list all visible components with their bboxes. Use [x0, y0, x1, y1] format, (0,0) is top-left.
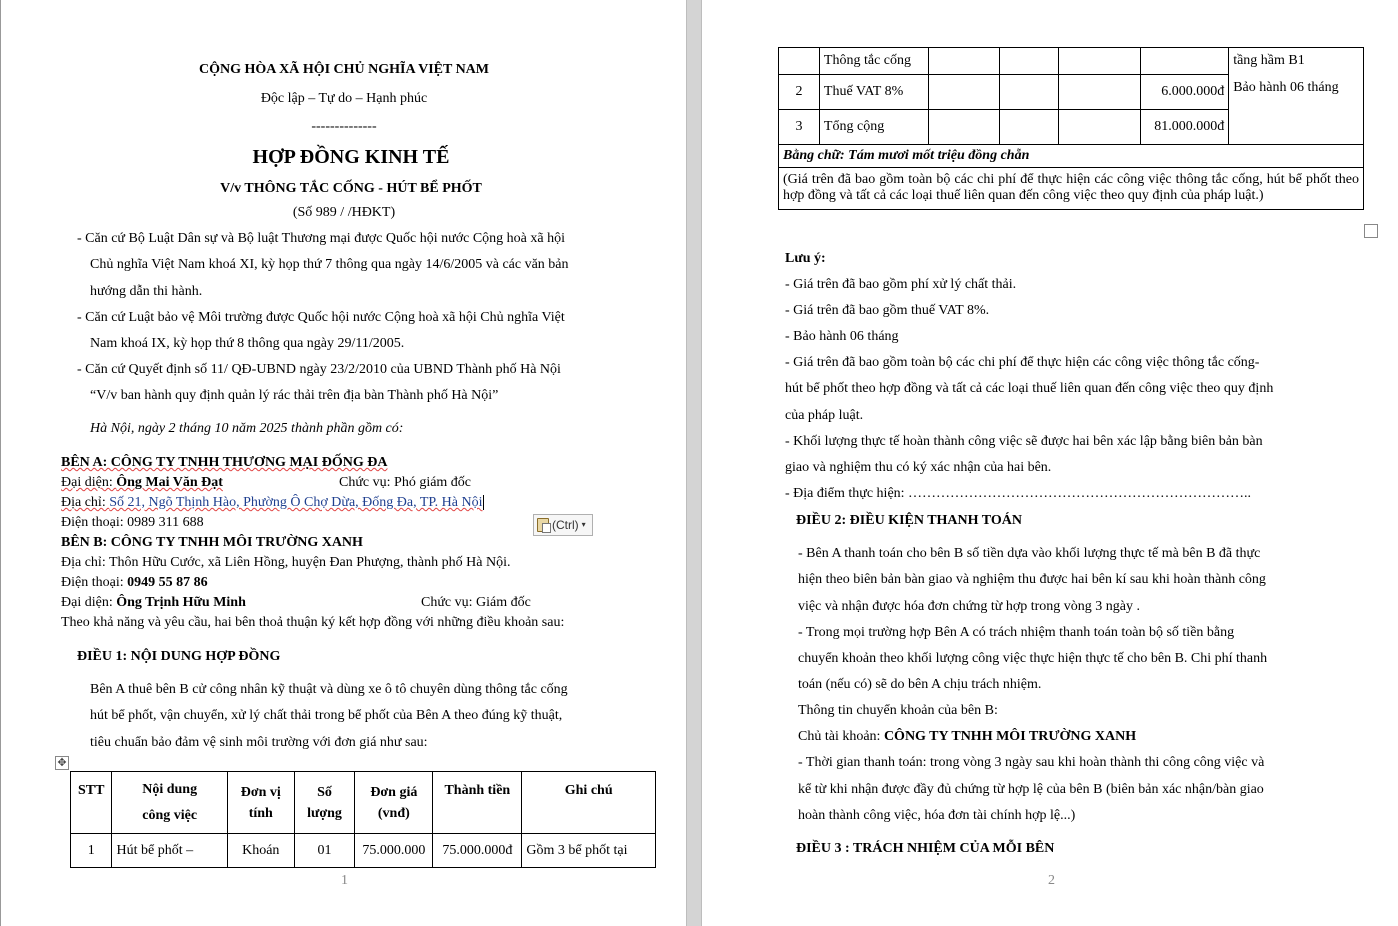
legal-basis-1-line-2: Chủ nghĩa Việt Nam khoá XI, kỳ họp thứ 7 thông qua ngày 14/6/2005 và các văn bản [90, 257, 569, 272]
amount-in-words: Bằng chữ: Tám mươi mốt triệu đồng chẵn [779, 145, 1364, 168]
note-line: - Khối lượng thực tế hoàn thành công việc sẽ được hai bên xác lập bằng biên bản bàn [785, 434, 1263, 449]
legal-basis-2-line-2: Nam khoá IX, kỳ họp thứ 8 thông qua ngày 29/11/2005. [90, 336, 405, 351]
table-cell [999, 75, 1059, 110]
note-line: - Bảo hành 06 tháng [785, 329, 899, 344]
article-2-line: - Trong mọi trường hợp Bên A có trách nhiệm thanh toán toàn bộ số tiền bằng [798, 625, 1235, 640]
table-header-cell: STT [71, 772, 112, 834]
party-b-phone: Điện thoại: 0949 55 87 86 [61, 575, 208, 590]
article-2-line: việc và nhận được hóa đơn chứng từ hợp trong vòng 3 ngày . [798, 599, 1141, 614]
article-2-line: Thông tin chuyển khoản của bên B: [798, 703, 998, 718]
article-2-title: ĐIỀU 2: ĐIỀU KIỆN THANH TOÁN [796, 513, 1022, 528]
table-header-cell: Số lượng [294, 772, 355, 834]
article-1-line-1: Bên A thuê bên B cử công nhân kỹ thuật và dùng xe ô tô chuyên dùng thông tắc cống [90, 682, 568, 697]
party-a-phone: Điện thoại: 0989 311 688 [61, 515, 204, 530]
table-cell: 3 [779, 110, 820, 145]
table-cell: 75.000.000 [355, 834, 433, 868]
document-page-1[interactable] [0, 0, 686, 926]
table-cell [928, 110, 999, 145]
article-1-line-3: tiêu chuẩn bảo đảm vệ sinh môi trường với đơn giá như sau: [90, 735, 428, 750]
chevron-down-icon: ▾ [581, 520, 586, 529]
legal-basis-3-line-1: - Căn cứ Quyết định số 11/ QĐ-UBND ngày 23/2/2010 của UBND Thành phố Hà Nội [77, 362, 561, 377]
legal-basis-3-line-2: “V/v ban hành quy định quản lý rác thải trên địa bàn Thành phố Hà Nội” [90, 388, 499, 403]
document-page-2[interactable] [702, 0, 1398, 926]
header-country: CỘNG HÒA XÃ HỘI CHỦ NGHĨA VIỆT NAM [198, 62, 489, 77]
date-line: Hà Nội, ngày 2 tháng 10 năm 2025 thành phần gồm có: [90, 421, 404, 436]
contract-number: (Số 989 / /HĐKT) [292, 205, 396, 220]
table-header-cell: Đơn giá (vnđ) [355, 772, 433, 834]
party-a-heading: BÊN A: CÔNG TY TNHH THƯƠNG MẠI ĐỐNG ĐA [61, 455, 388, 470]
note-line: giao và nghiệm thu có ký xác nhận của hai bên. [785, 460, 1052, 475]
table-header-cell: Thành tiền [433, 772, 522, 834]
table-header-cell: Nội dung công việc [112, 772, 227, 834]
article-2-line: chuyển khoản theo khối lượng công việc thực hiện thực tế cho bên B. Chi phí thanh [798, 651, 1268, 666]
page-number: 1 [341, 873, 348, 888]
party-a-address: Địa chỉ: Số 21, Ngõ Thịnh Hào, Phường Ô Chợ Dừa, Đống Đa, TP. Hà Nội [61, 495, 483, 510]
article-2-line: toán (nếu có) sẽ do bên A chịu trách nhiệm. [798, 677, 1042, 692]
table-cell: Gồm 3 bể phốt tại [522, 834, 656, 868]
notes-title: Lưu ý: [785, 251, 826, 266]
party-a-position: Chức vụ: Phó giám đốc [339, 475, 472, 490]
payment-time-line: kể từ khi nhận được đầy đủ chứng từ hợp lệ của bên B (biên bản xác nhận/bàn giao [798, 782, 1264, 797]
table-header-cell: Ghi chú [522, 772, 656, 834]
article-2-line: - Bên A thanh toán cho bên B số tiền dựa vào khối lượng thực tế mà bên B đã thực [798, 546, 1261, 561]
header-motto: Độc lập – Tự do – Hạnh phúc [260, 91, 428, 106]
note-line: - Giá trên đã bao gồm toàn bộ các chi phí để thực hiện các công việc thông tắc cống- [785, 355, 1260, 370]
table-cell: 01 [294, 834, 355, 868]
table-cell-line: tầng hầm B1 [1233, 53, 1305, 68]
table-row [779, 145, 1364, 168]
table-cell: 6.000.000đ [1141, 75, 1229, 110]
party-b-address: Địa chỉ: Thôn Hữu Cước, xã Liên Hồng, huyện Đan Phượng, thành phố Hà Nội. [61, 555, 511, 570]
table-cell: 75.000.000đ [433, 834, 522, 868]
table-cell [1059, 48, 1141, 75]
table-cell: Thuế VAT 8% [819, 75, 928, 110]
table-resize-handle-icon[interactable] [1364, 224, 1378, 238]
article-3-title: ĐIỀU 3 : TRÁCH NHIỆM CỦA MỖI BÊN [796, 841, 1055, 856]
table-header-row [71, 772, 656, 834]
page-number: 2 [1048, 873, 1055, 888]
price-note: (Giá trên đã bao gồm toàn bộ các chi phí để thực hiện các công việc thông tắc cống, hút bể phốt theo hợp đồng và tất cả các loại thuế liên quan đến công việc theo quy định của pháp luật.) [779, 167, 1364, 210]
page-gutter [686, 0, 702, 926]
note-line: - Giá trên đã bao gồm phí xử lý chất thải. [785, 277, 1017, 292]
table-cell: Hút bể phốt – [112, 834, 227, 868]
agreement-line: Theo khả năng và yêu cầu, hai bên thoả thuận ký kết hợp đồng với những điều khoản sau: [61, 615, 565, 630]
party-b-position: Chức vụ: Giám đốc [421, 595, 531, 610]
note-line: - Giá trên đã bao gồm thuế VAT 8%. [785, 303, 990, 318]
header-rule: -------------- [311, 119, 377, 134]
payment-time-line: hoàn thành công việc, hóa đơn tài chính hợp lệ...) [798, 808, 1076, 823]
legal-basis-1-line-1: - Căn cứ Bộ Luật Dân sự và Bộ luật Thương mại được Quốc hội nước Cộng hoà xã hội [77, 231, 565, 246]
table-cell: 81.000.000đ [1141, 110, 1229, 145]
article-1-line-2: hút bể phốt, vận chuyển, xử lý chất thải trong bể phốt của Bên A theo đúng kỹ thuật, [90, 708, 563, 723]
party-a-representative: Đại diện: Ông Mai Văn Đạt [61, 475, 223, 490]
table-move-handle-icon[interactable]: ✥ [55, 756, 69, 770]
table-cell: Khoán [227, 834, 294, 868]
price-table [70, 771, 656, 868]
table-cell [1059, 110, 1141, 145]
table-cell: 2 [779, 75, 820, 110]
article-2-line: hiện theo biên bản bàn giao và nghiệm thu được hai bên kí sau khi hoàn thành công [798, 572, 1266, 587]
account-holder: Chủ tài khoản: CÔNG TY TNHH MÔI TRƯỜNG XANH [798, 729, 1137, 744]
table-cell [1141, 48, 1229, 75]
table-cell: Tổng cộng [819, 110, 928, 145]
article-1-title: ĐIỀU 1: NỘI DUNG HỢP ĐỒNG [77, 649, 281, 664]
table-cell [1059, 75, 1141, 110]
note-line: của pháp luật. [785, 408, 864, 423]
contract-subtitle: V/v THÔNG TẮC CỐNG - HÚT BỂ PHỐT [220, 181, 482, 196]
table-row [779, 167, 1364, 210]
payment-time-line: - Thời gian thanh toán: trong vòng 3 ngày sau khi hoàn thành thi công công việc và [798, 755, 1265, 770]
table-cell: 1 [71, 834, 112, 868]
paste-options-label: (Ctrl) [552, 517, 579, 532]
paste-options-button[interactable] [533, 514, 593, 536]
legal-basis-2-line-1: - Căn cứ Luật bảo vệ Môi trường được Quốc hội nước Cộng hoà xã hội Chủ nghĩa Việt [77, 310, 565, 325]
party-b-heading: BÊN B: CÔNG TY TNHH MÔI TRƯỜNG XANH [61, 535, 363, 550]
table-row [779, 48, 1364, 75]
table-cell-line: Bảo hành 06 tháng [1233, 79, 1339, 95]
note-line: hút bể phốt theo hợp đồng và tất cả các loại thuế liên quan đến công việc theo quy định [785, 381, 1274, 396]
table-cell [928, 75, 999, 110]
table-cell [999, 48, 1059, 75]
table-row [71, 834, 656, 868]
table-header-cell: Đơn vị tính [227, 772, 294, 834]
contract-title: HỢP ĐỒNG KINH TẾ [252, 146, 450, 168]
table-cell [779, 48, 820, 75]
table-cell [928, 48, 999, 75]
table-cell [999, 110, 1059, 145]
table-cell: Thông tắc cống [819, 48, 928, 75]
table-notes-cell [1229, 48, 1364, 145]
note-line: - Địa điểm thực hiện: ……………………………………………………………….. [785, 486, 1252, 501]
price-table-continued [778, 47, 1364, 210]
party-b-representative: Đại diện: Ông Trịnh Hữu Minh [61, 595, 246, 610]
clipboard-icon [537, 518, 549, 532]
legal-basis-1-line-3: hướng dẫn thi hành. [90, 284, 203, 299]
